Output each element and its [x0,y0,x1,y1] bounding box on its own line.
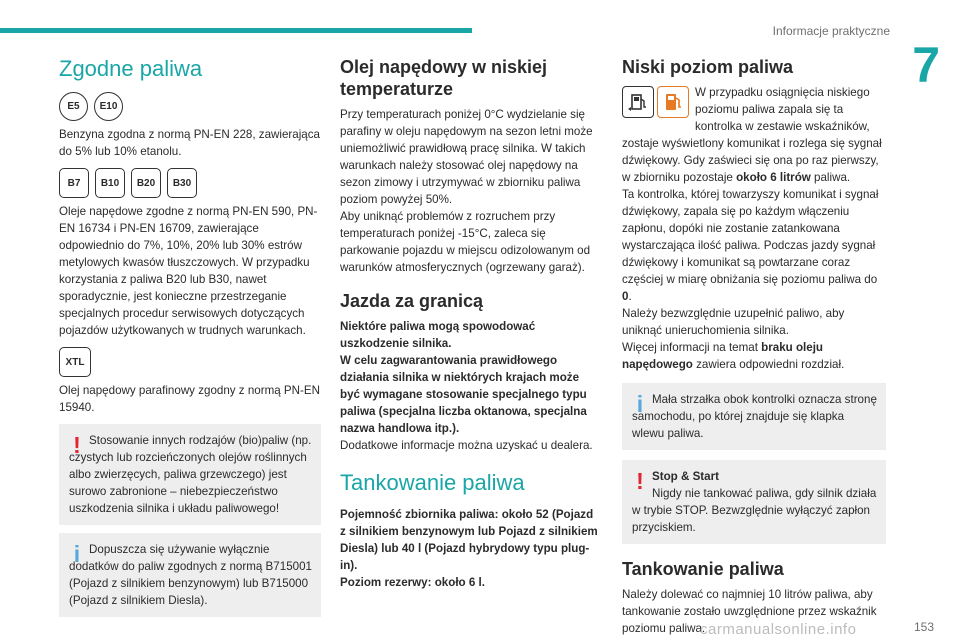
warning-note-biofuels [59,424,321,525]
header-accent-bar [0,28,472,33]
column-low-temp-diesel [340,56,602,591]
warning-icon: ! [73,432,81,458]
text-low-fuel-2b: 0 [622,290,629,303]
fuel-badge-b10: B10 [95,168,125,198]
text-diesel: Oleje napędowe zgodne z normą PN-EN 590, PN-EN 16734 i PN-EN 16709, zawierające odpowiednio do 7%, 10%, 20% lub 30% estrów metylowych kwasów tłuszczowych. W przypadku korzystania z paliwa B20 lub B30, nawet sporadycznie, jest konieczne przestrzeganie specjalnych procedur serwisowych dotyczących pojazdów użytkowanych w trudnych warunkach. [59,205,318,337]
info-arrow-text: Mała strzałka obok kontrolki oznacza stronę samochodu, po której znajduje się klapka wlewu paliwa. [632,393,877,440]
text-low-fuel-3: Należy bezwzględnie uzupełnić paliwo, aby uniknąć unieruchomienia silnika. [622,307,845,337]
text-petrol: Benzyna zgodna z normą PN-EN 228, zawierająca do 5% lub 10% etanolu. [59,128,320,158]
stop-start-title: Stop & Start [652,470,719,483]
text-low-fuel-2c: . [628,290,632,303]
text-low-fuel-1a: W przypadku osiągnięcia niskiego poziomu paliwa zapala się ta kontrolka w zestawie wskaźników, zostaje wyświetlony komunikat i rozlega się sygnał dźwiękowy. Gdy zaświeci się ona po raz pierwszy, w zbiorniku pozostaje [622,86,882,184]
fuel-badges-e [59,92,321,121]
info-text: Dopuszcza się używanie wyłącznie dodatków do paliw zgodnych z normą B715001 (Pojazd z silnikiem benzynowym) lub B715000 (Pojazd z silnikiem Diesla). [69,543,312,607]
text-abroad-bold-2: W celu zagwarantowania prawidłowego działania silnika w niektórych krajach może być wymagane stosowanie specjalnego typu paliwa (specjalna liczba oktanowa, specjalna nazwa handlowa itp.). [340,354,587,435]
warning-text: Stosowanie innych rodzajów (bio)paliw (np. czystych lub rozcieńczonych olejów roślinnych albo zwierzęcych, paliwa grzewczego) jest surowo zabronione – niebezpieczeństwo uszkodzenia silnika i układu paliwowego! [69,434,312,515]
text-reserve-level: Poziom rezerwy: około 6 l. [340,576,485,589]
text-low-fuel-4a: Więcej informacji na temat [622,341,762,354]
info-icon: i [636,391,644,417]
fuel-pump-arrow-icon [622,86,654,118]
text-low-fuel-4c: zawiera odpowiedni rozdział. [692,358,845,371]
fuel-badge-xtl: XTL [59,347,91,377]
warning-icon: ! [636,468,644,494]
text-low-fuel-1b: około 6 litrów [736,171,811,184]
heading-abroad: Jazda za granicą [340,291,484,311]
fuel-badge-b30: B30 [167,168,197,198]
heading-low-temp-diesel: Olej napędowy w niskiej temperaturze [340,57,548,99]
text-refuelling-min: Należy dolewać co najmniej 10 litrów paliwa, aby tankowanie zostało uwzględnione przez wskaźnik poziomu paliwa. [622,588,877,635]
info-note-additives [59,533,321,617]
fuel-badge-e5: E5 [59,92,88,121]
fuel-badges-b [59,168,321,198]
fuel-pump-icon [657,86,689,118]
heading-refuelling-2: Tankowanie paliwa [622,559,784,579]
column-low-fuel [622,56,886,637]
heading-compatible-fuels: Zgodne paliwa [59,56,203,81]
column-compatible-fuels [59,56,321,617]
watermark: carmanualsonline.info [700,621,857,638]
heading-refuelling: Tankowanie paliwa [340,470,525,495]
text-low-fuel-2 [622,186,886,305]
text-low-fuel-2a: Ta kontrolka, której towarzyszy komunikat i sygnał dźwiękowy, zapala się po każdym włączeniu zapłonu, dopóki nie zostanie zatankowana wystarczająca ilość paliwa. Podczas jazdy sygnał dźwiękowy i komunikat są powtarzane coraz częściej w miarę obniżania się poziomu paliwa do [622,188,879,286]
text-abroad-bold-1: Niektóre paliwa mogą spowodować uszkodzenie silnika. [340,320,536,350]
fuel-badge-b7: B7 [59,168,89,198]
fuel-badge-e10: E10 [94,92,123,121]
fuel-badge-b20: B20 [131,168,161,198]
info-icon: i [73,541,81,567]
warning-note-stop-start [622,460,886,544]
text-xtl: Olej napędowy parafinowy zgodny z normą PN-EN 15940. [59,384,320,414]
text-low-fuel-4b: braku oleju napędowego [622,341,824,371]
section-title: Informacje praktyczne [772,24,890,38]
info-note-arrow [622,383,886,450]
text-abroad-dealer: Dodatkowe informacje można uzyskać u dealera. [340,439,593,452]
text-low-temp-2: Aby uniknąć problemów z rozruchem przy temperaturach poniżej -15°C, zaleca się parkowanie pojazdu w miejscu odizolowanym od warunków atmosferycznych (ogrzewany garaż). [340,210,591,274]
text-low-fuel-4 [622,339,886,373]
fuel-badges-xtl [59,347,321,377]
stop-start-text: Nigdy nie tankować paliwa, gdy silnik działa w trybie STOP. Bezwzględnie wyłączyć zapłon przyciskiem. [632,487,877,534]
text-low-temp-1: Przy temperaturach poniżej 0°C wydzielanie się parafiny w oleju napędowym na sezon letni może uniemożliwić prawidłową pracę silnika. W takich warunkach należy stosować olej napędowy na sezon zimowy i utrzymywać w zbiorniku paliwa poziom powyżej 50%. [340,108,593,206]
page-number: 153 [913,620,934,634]
chapter-number: 7 [912,37,940,93]
text-tank-capacity: Pojemność zbiornika paliwa: około 52 (Pojazd z silnikiem benzynowym lub Pojazd z silnikiem Diesla) lub 40 l (Pojazd hybrydowy typu plug-in). [340,508,598,572]
text-low-fuel-1c: paliwa. [810,171,851,184]
low-fuel-warning-icons [622,86,689,118]
heading-low-fuel: Niski poziom paliwa [622,57,794,77]
